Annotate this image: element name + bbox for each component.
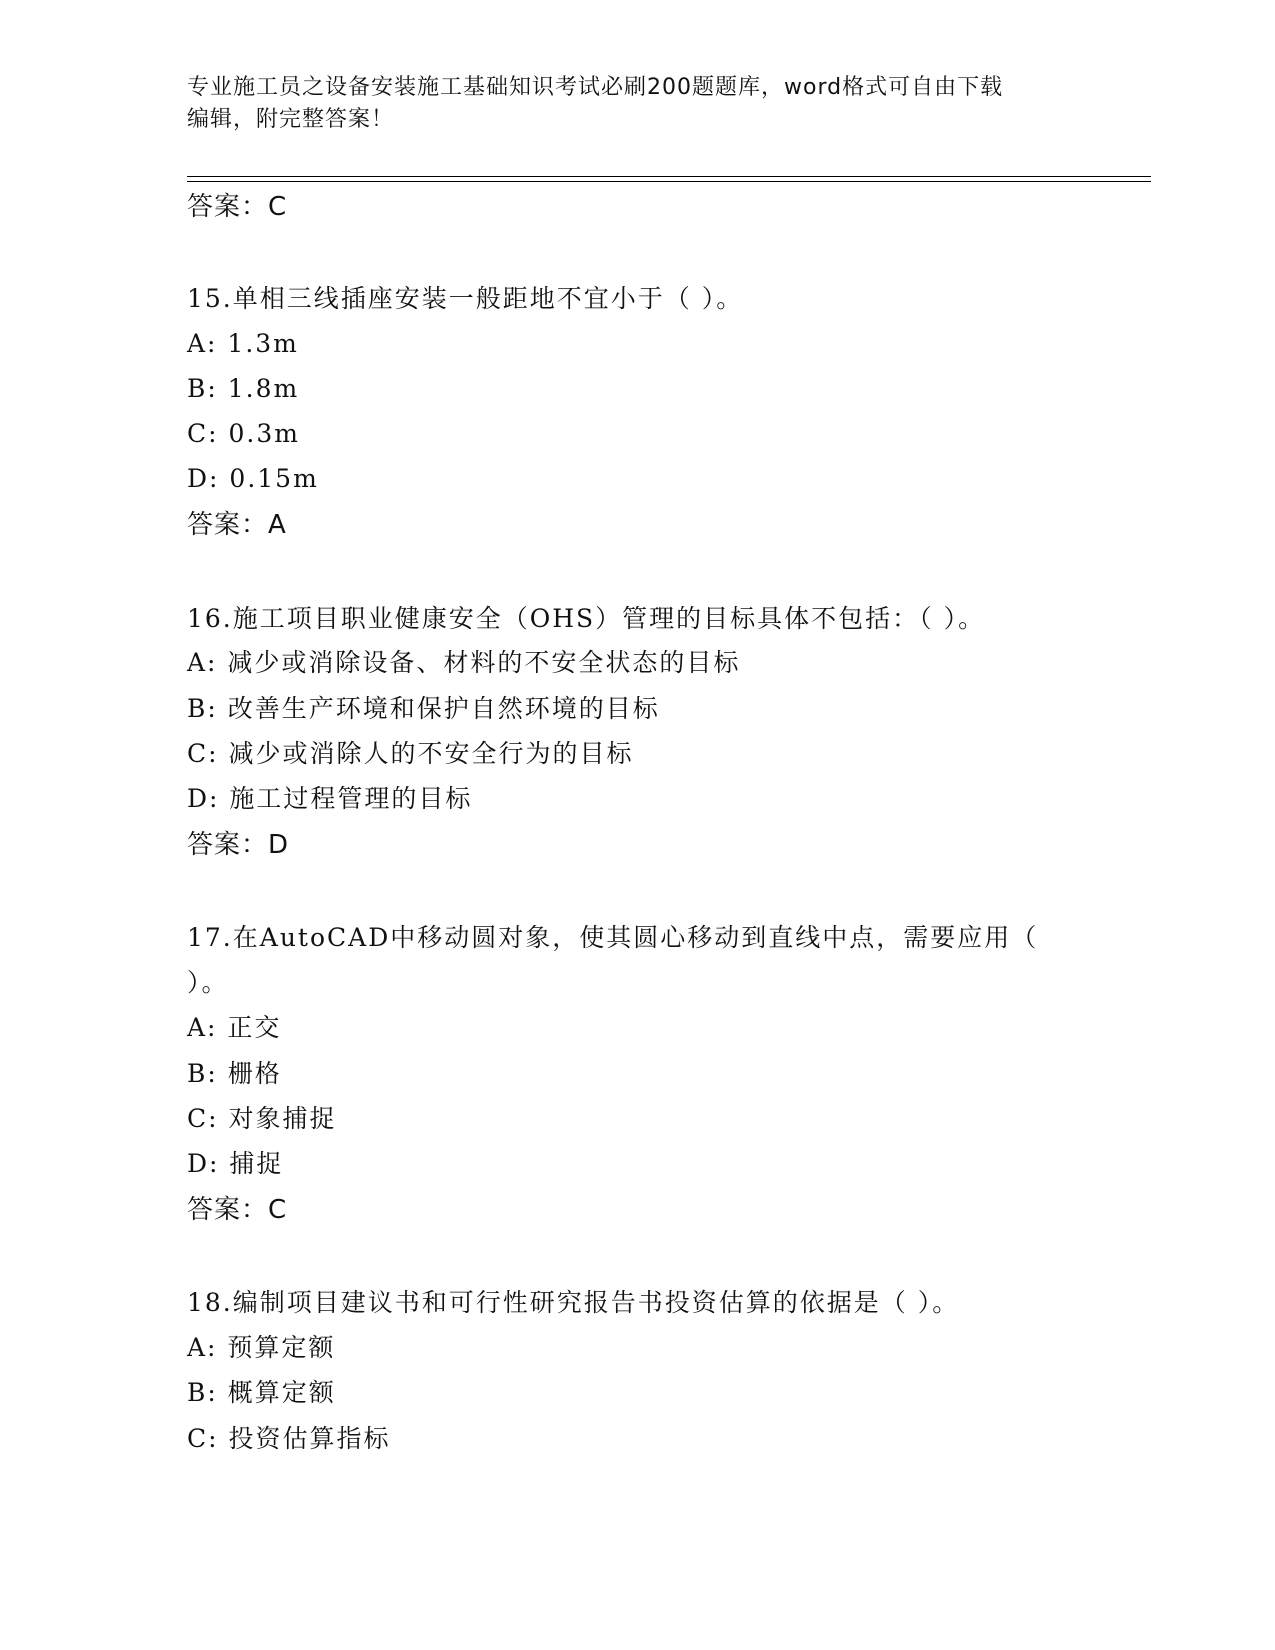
question-17-stem-line-1: 17.在AutoCAD中移动圆对象，使其圆心移动到直线中点，需要应用（ — [187, 923, 1039, 952]
question-17-option-d: D: 捕捉 — [187, 1149, 284, 1178]
header-line-1: 专业施工员之设备安装施工基础知识考试必刷200题题库，word格式可自由下载 — [187, 75, 1004, 100]
question-17-answer: 答案：C — [187, 1195, 288, 1225]
question-18-option-c: C: 投资估算指标 — [187, 1424, 391, 1453]
question-17-option-a: A: 正交 — [187, 1013, 282, 1042]
header-rule-top — [187, 176, 1151, 177]
question-17-option-b: B: 栅格 — [187, 1059, 282, 1088]
question-15-option-b: B: 1.8m — [187, 374, 300, 403]
document-header — [187, 72, 1067, 136]
question-17-stem-line-2: ）。 — [187, 968, 229, 997]
header-line-2: 编辑，附完整答案！ — [187, 107, 395, 132]
question-15-answer: 答案：A — [187, 510, 287, 540]
previous-answer: 答案：C — [187, 192, 288, 222]
question-15-stem: 15.单相三线插座安装一般距地不宜小于（ ）。 — [187, 284, 744, 313]
question-18-option-a: A: 预算定额 — [187, 1333, 336, 1362]
question-18-stem: 18.编制项目建议书和可行性研究报告书投资估算的依据是（ ）。 — [187, 1288, 960, 1317]
question-15-option-d: D: 0.15m — [187, 464, 319, 493]
header-rule-bottom — [187, 181, 1151, 182]
question-18-option-b: B: 概算定额 — [187, 1378, 336, 1407]
question-16-option-c: C: 减少或消除人的不安全行为的目标 — [187, 739, 634, 768]
question-16-option-d: D: 施工过程管理的目标 — [187, 784, 473, 813]
question-16-option-a: A: 减少或消除设备、材料的不安全状态的目标 — [187, 648, 741, 677]
question-15-option-c: C: 0.3m — [187, 419, 300, 448]
question-16-stem: 16.施工项目职业健康安全（OHS）管理的目标具体不包括：（ ）。 — [187, 604, 986, 633]
question-16-option-b: B: 改善生产环境和保护自然环境的目标 — [187, 694, 660, 723]
question-17-option-c: C: 对象捕捉 — [187, 1104, 337, 1133]
question-15-option-a: A: 1.3m — [187, 329, 299, 358]
question-16-answer: 答案：D — [187, 830, 290, 860]
